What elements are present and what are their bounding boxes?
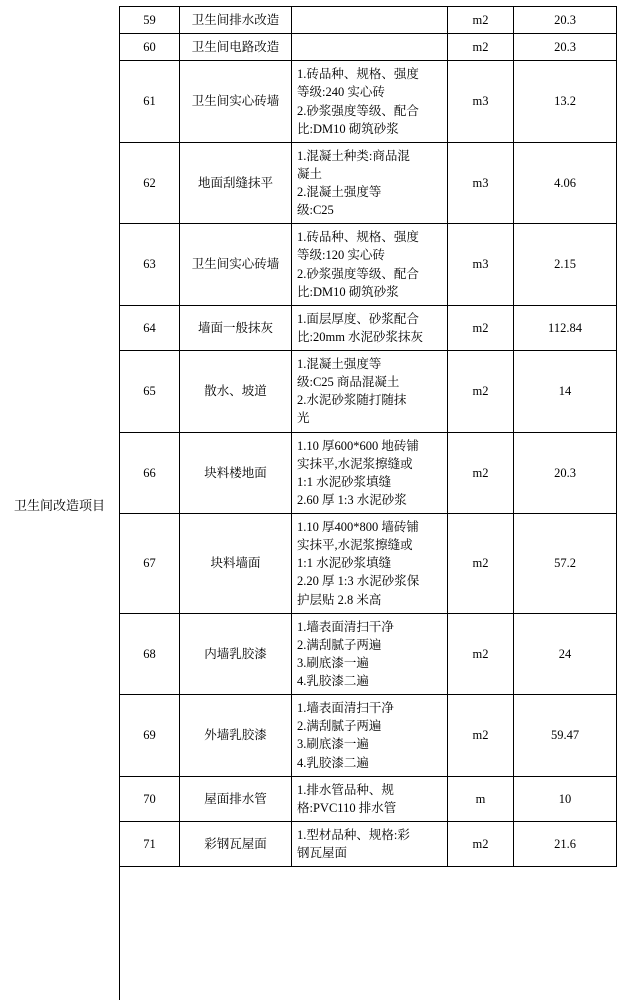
cell-item-no: 65 <box>120 351 180 433</box>
description-line: 2.20 厚 1:3 水泥砂浆保 <box>297 574 420 589</box>
cell-unit: m3 <box>448 61 514 143</box>
cell-item-description <box>292 305 448 350</box>
boq-sheet <box>0 6 625 1006</box>
description-line: 1.混凝土强度等 <box>297 357 382 371</box>
description-line: 实抹平,水泥浆擦缝或 <box>297 456 413 471</box>
cell-item-description <box>292 613 448 695</box>
table-row <box>120 432 617 514</box>
table-row <box>120 695 617 777</box>
cell-quantity: 59.47 <box>514 695 617 777</box>
cell-item-no: 61 <box>120 61 180 143</box>
cell-unit: m2 <box>448 34 514 61</box>
description-line: 2.满刮腻子两遍 <box>297 637 382 652</box>
description-line: 1.10 厚600*600 地砖铺 <box>297 438 419 453</box>
cell-item-description <box>292 351 448 433</box>
cell-item-no: 67 <box>120 514 180 614</box>
cell-quantity: 20.3 <box>514 432 617 514</box>
cell-unit: m2 <box>448 305 514 350</box>
cell-unit: m2 <box>448 695 514 777</box>
description-line: 1.混凝土种类:商品混 <box>297 148 410 163</box>
cell-quantity: 112.84 <box>514 305 617 350</box>
description-line: 3.刷底漆一遍 <box>297 655 369 670</box>
cell-item-description <box>292 821 448 866</box>
cell-item-description <box>292 224 448 306</box>
cell-item-name: 地面刮缝抹平 <box>180 142 292 224</box>
cell-unit: m2 <box>448 432 514 514</box>
cell-item-name: 卫生间实心砖墙 <box>180 224 292 306</box>
cell-unit: m2 <box>448 351 514 433</box>
table-row <box>120 61 617 143</box>
cell-unit: m <box>448 776 514 821</box>
description-line: 2.水泥砂浆随打随抹 <box>297 393 407 408</box>
description-line: 实抹平,水泥浆擦缝或 <box>297 538 413 553</box>
cell-quantity: 57.2 <box>514 514 617 614</box>
cell-item-no: 60 <box>120 34 180 61</box>
cell-unit: m2 <box>448 7 514 34</box>
cell-unit: m2 <box>448 514 514 614</box>
cell-quantity: 10 <box>514 776 617 821</box>
cell-item-name: 卫生间排水改造 <box>180 7 292 34</box>
table-row <box>120 305 617 350</box>
category-label: 卫生间改造项目 <box>13 497 105 513</box>
description-line: 护层贴 2.8 米高 <box>297 592 382 607</box>
cell-item-no: 66 <box>120 432 180 514</box>
cell-item-name: 彩钢瓦屋面 <box>180 821 292 866</box>
cell-item-description <box>292 142 448 224</box>
cell-unit: m3 <box>448 224 514 306</box>
cell-item-description <box>292 776 448 821</box>
cell-unit: m2 <box>448 613 514 695</box>
boq-table <box>119 6 617 867</box>
description-line: 1.砖品种、规格、强度 <box>297 230 419 245</box>
cell-item-no: 68 <box>120 613 180 695</box>
table-row <box>120 351 617 433</box>
cell-item-no: 70 <box>120 776 180 821</box>
description-line: 钢瓦屋面 <box>297 846 348 860</box>
description-line: 1.砖品种、规格、强度 <box>297 67 419 82</box>
cell-item-name: 墙面一般抹灰 <box>180 305 292 350</box>
table-row <box>120 34 617 61</box>
description-line: 光 <box>297 411 310 426</box>
table-row <box>120 142 617 224</box>
cell-item-no: 59 <box>120 7 180 34</box>
boq-table-body <box>120 7 617 867</box>
description-line: 级:C25 商品混凝土 <box>297 375 400 390</box>
table-row <box>120 821 617 866</box>
cell-quantity: 4.06 <box>514 142 617 224</box>
cell-item-name: 块料墙面 <box>180 514 292 614</box>
table-row <box>120 224 617 306</box>
description-line: 2.混凝土强度等 <box>297 185 382 199</box>
description-line: 2.砂浆强度等级、配合 <box>297 266 419 281</box>
description-line: 比:DM10 砌筑砂浆 <box>297 121 399 136</box>
cell-quantity: 2.15 <box>514 224 617 306</box>
cell-quantity: 20.3 <box>514 34 617 61</box>
cell-item-no: 69 <box>120 695 180 777</box>
cell-item-description <box>292 34 448 61</box>
cell-item-name: 外墙乳胶漆 <box>180 695 292 777</box>
description-line: 凝土 <box>297 166 323 181</box>
description-line: 1.型材品种、规格:彩 <box>297 827 410 842</box>
cell-item-description <box>292 61 448 143</box>
cell-item-name: 块料楼地面 <box>180 432 292 514</box>
table-row <box>120 776 617 821</box>
cell-unit: m2 <box>448 821 514 866</box>
cell-item-name: 屋面排水管 <box>180 776 292 821</box>
cell-quantity: 13.2 <box>514 61 617 143</box>
cell-item-no: 71 <box>120 821 180 866</box>
description-line: 等级:120 实心砖 <box>297 248 385 263</box>
cell-item-no: 63 <box>120 224 180 306</box>
cell-item-description <box>292 514 448 614</box>
description-line: 格:PVC110 排水管 <box>297 800 397 815</box>
cell-item-description <box>292 695 448 777</box>
description-line: 4.乳胶漆二遍 <box>297 674 369 688</box>
description-line: 1.墙表面清扫干净 <box>297 701 394 716</box>
description-line: 1.墙表面清扫干净 <box>297 619 394 634</box>
description-line: 1:1 水泥砂浆填缝 <box>297 556 392 571</box>
description-line: 比:DM10 砌筑砂浆 <box>297 284 399 299</box>
cell-item-name: 卫生间电路改造 <box>180 34 292 61</box>
description-line: 1.10 厚400*800 墙砖铺 <box>297 520 419 534</box>
description-line: 1.排水管品种、规 <box>297 782 394 797</box>
cell-item-name: 散水、坡道 <box>180 351 292 433</box>
description-line: 2.砂浆强度等级、配合 <box>297 103 419 118</box>
cell-item-description <box>292 432 448 514</box>
description-line: 比:20mm 水泥砂浆抹灰 <box>297 329 424 344</box>
cell-quantity: 14 <box>514 351 617 433</box>
cell-item-no: 64 <box>120 305 180 350</box>
cell-item-no: 62 <box>120 142 180 224</box>
category-cell <box>0 12 120 1000</box>
cell-unit: m3 <box>448 142 514 224</box>
description-line: 1.面层厚度、砂浆配合 <box>297 311 419 326</box>
cell-quantity: 20.3 <box>514 7 617 34</box>
cell-item-name: 卫生间实心砖墙 <box>180 61 292 143</box>
cell-quantity: 24 <box>514 613 617 695</box>
description-line: 等级:240 实心砖 <box>297 85 385 100</box>
description-line: 4.乳胶漆二遍 <box>297 755 369 770</box>
description-line: 2.60 厚 1:3 水泥砂浆 <box>297 492 407 507</box>
description-line: 级:C25 <box>297 203 334 218</box>
description-line: 2.满刮腻子两遍 <box>297 719 382 734</box>
cell-item-name: 内墙乳胶漆 <box>180 613 292 695</box>
cell-item-description <box>292 7 448 34</box>
description-line: 3.刷底漆一遍 <box>297 737 369 752</box>
table-row <box>120 514 617 614</box>
cell-quantity: 21.6 <box>514 821 617 866</box>
table-row <box>120 613 617 695</box>
description-line: 1:1 水泥砂浆填缝 <box>297 474 392 489</box>
table-row <box>120 7 617 34</box>
